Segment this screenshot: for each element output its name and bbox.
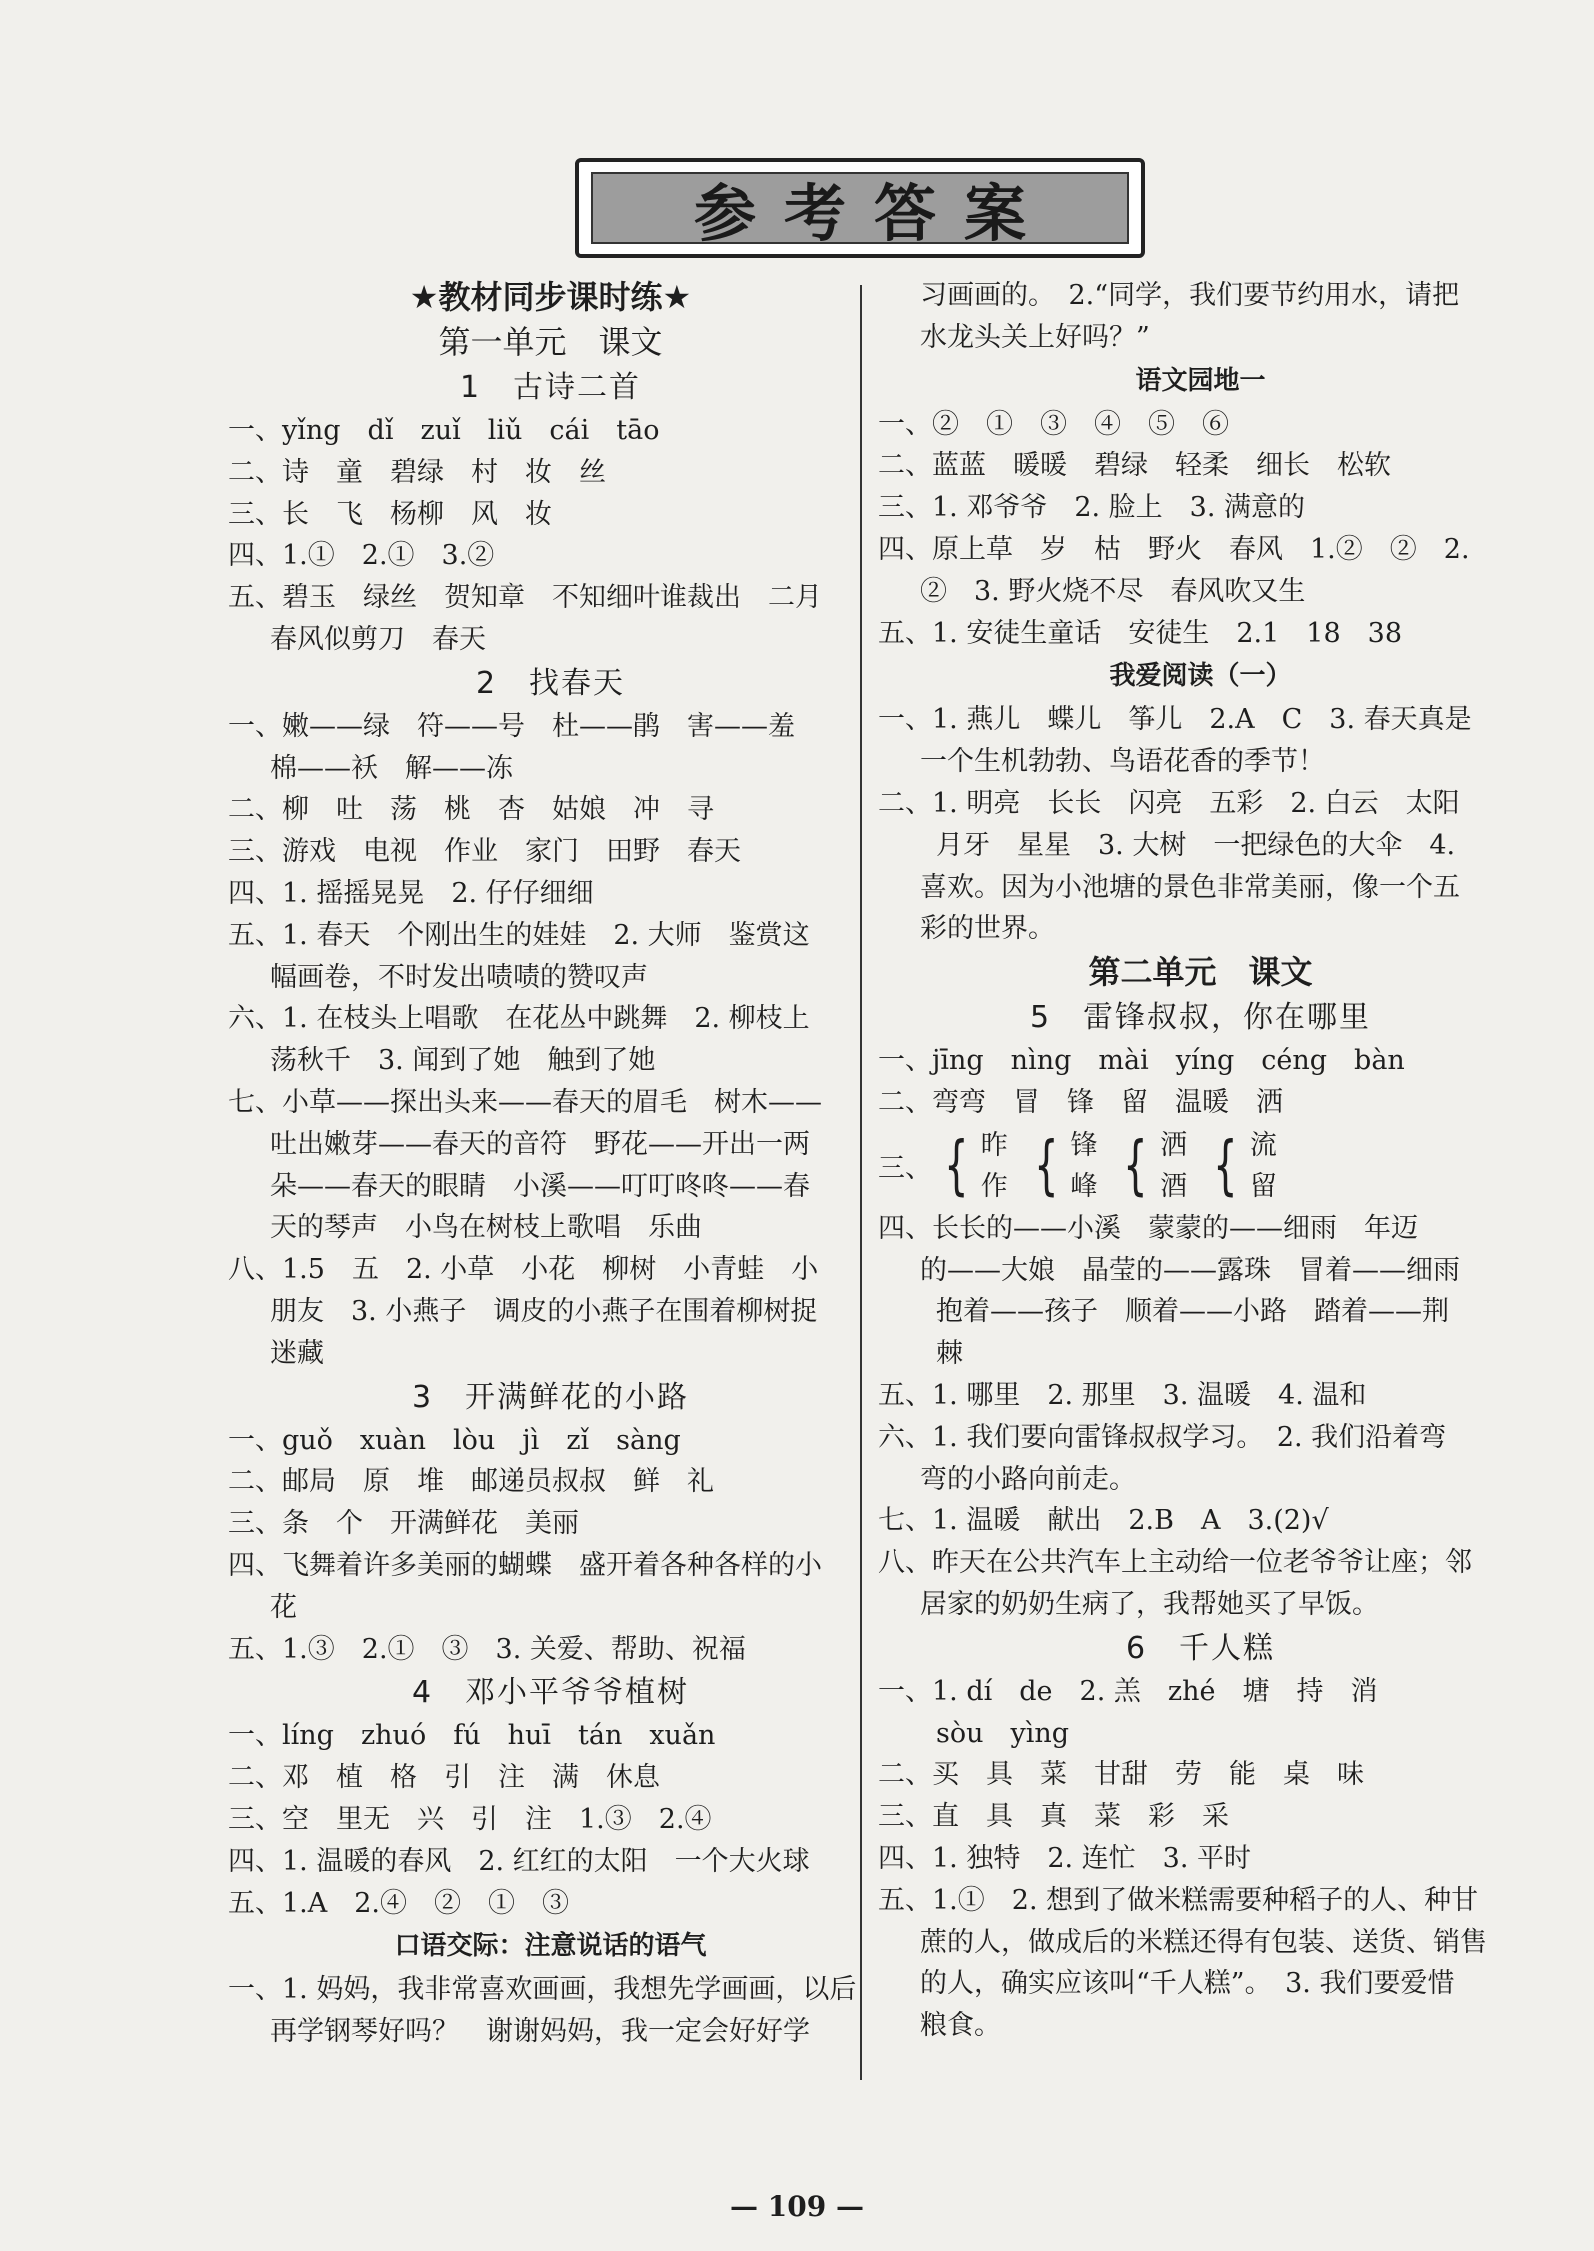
- answer-line: 三、1. 邓爷爷 2. 脸上 3. 满意的: [878, 492, 1306, 524]
- answer-line: 二、蓝蓝 暖暖 碧绿 轻柔 细长 松软: [878, 450, 1391, 482]
- banner-title: 参考答案: [693, 176, 1054, 250]
- answer-line: 四、飞舞着许多美丽的蝴蝶 盛开着各种各样的小: [228, 1549, 822, 1581]
- answer-line: 五、碧玉 绿丝 贺知章 不知细叶谁裁出 二月: [228, 582, 822, 614]
- char: 酒: [1160, 1170, 1188, 1202]
- answer-line: 五、1. 哪里 2. 那里 3. 温暖 4. 温和: [878, 1379, 1367, 1411]
- char-pair: [981, 1125, 1008, 1207]
- answer-line: 五、1.① 2. 想到了做米糕需要种稻子的人、种甘: [878, 1884, 1479, 1916]
- answer-line: 三、条 个 开满鲜花 美丽: [228, 1508, 579, 1540]
- brace-icon: {: [944, 1128, 969, 1203]
- char: 流: [1249, 1129, 1277, 1161]
- answer-line: 六、1. 在枝头上唱歌 在花丛中跳舞 2. 柳枝上: [228, 1003, 810, 1035]
- answer-line: 四、1. 摇摇晃晃 2. 仔仔细细: [228, 877, 594, 909]
- answer-line: 喜欢。因为小池塘的景色非常美丽，像一个五: [920, 871, 1460, 903]
- answer-line: 一、guǒ xuàn lòu jì zǐ sàng: [228, 1424, 681, 1456]
- answer-line: ② 3. 野火烧不尽 春风吹又生: [920, 575, 1306, 607]
- char: 峰: [1070, 1170, 1098, 1202]
- lesson-title: 4 邓小平爷爷植树: [411, 1675, 690, 1711]
- answer-line: 朵——春天的眼睛 小溪——叮叮咚咚——春: [270, 1170, 810, 1202]
- answer-line: 四、1.① 2.① 3.②: [228, 540, 495, 572]
- answer-line: 棉——袄 解——冻: [270, 752, 513, 784]
- answer-line: 抱着——孩子 顺着——小路 踏着——荆: [936, 1296, 1449, 1328]
- answer-line: 八、昨天在公共汽车上主动给一位老爷爷让座；邻: [878, 1547, 1472, 1579]
- answer-line: 二、1. 明亮 长长 闪亮 五彩 2. 白云 太阳: [878, 787, 1460, 819]
- answer-line: 弯的小路向前走。: [920, 1463, 1136, 1495]
- answer-line: 习画画的。 2.“同学，我们要节约用水，请把: [920, 280, 1460, 311]
- answer-line: sòu yìng: [936, 1717, 1070, 1749]
- answer-line: 三、游戏 电视 作业 家门 田野 春天: [228, 836, 741, 868]
- answer-line: 二、诗 童 碧绿 村 妆 丝: [228, 456, 606, 488]
- answer-line: 蔗的人，做成后的米糕还得有包装、送货、销售: [920, 1926, 1487, 1958]
- lesson-title: 3 开满鲜花的小路: [411, 1379, 690, 1415]
- answer-line: 的人，确实应该叫“千人糕”。 3. 我们要爱惜: [920, 1968, 1455, 2000]
- page-number: — 109 —: [730, 2190, 864, 2223]
- answer-line: 彩的世界。: [920, 913, 1055, 945]
- item-prefix: 三、: [878, 1153, 932, 1185]
- answer-line: 吐出嫩芽——春天的音符 野花——开出一两: [270, 1128, 810, 1160]
- answer-line: 一、líng zhuó fú huī tán xuǎn: [228, 1720, 716, 1752]
- brace-icon: {: [1213, 1128, 1238, 1203]
- char: 留: [1249, 1170, 1277, 1202]
- answer-key-banner: [575, 158, 1145, 258]
- section-heading: ★教材同步课时练★: [409, 278, 692, 316]
- char: 昨: [980, 1129, 1008, 1161]
- answer-line: 七、小草——探出头来——春天的眉毛 树木——: [228, 1086, 822, 1118]
- char-pair: [1250, 1125, 1277, 1207]
- char-pair: [1070, 1125, 1097, 1207]
- answer-line: 四、长长的——小溪 蒙蒙的——细雨 年迈: [878, 1212, 1418, 1244]
- answer-line: 水龙头关上好吗？”: [920, 321, 1150, 353]
- answer-line: 一、yǐng dǐ zuǐ liǔ cái tāo: [228, 415, 660, 446]
- answer-line: 迷藏: [270, 1337, 324, 1369]
- lesson-title: 5 雷锋叔叔，你在哪里: [1029, 1000, 1372, 1036]
- answer-line: 四、1. 独特 2. 连忙 3. 平时: [878, 1842, 1252, 1874]
- answer-line: 再学钢琴好吗？ 谢谢妈妈，我一定会好好学: [270, 2016, 810, 2048]
- answer-line: 二、邮局 原 堆 邮递员叔叔 鲜 礼: [228, 1466, 714, 1498]
- answer-line: 春风似剪刀 春天: [270, 623, 486, 655]
- banner-inner: [591, 172, 1129, 250]
- answer-line: 月牙 星星 3. 大树 一把绿色的大伞 4.: [936, 829, 1456, 861]
- answer-line: 棘: [936, 1338, 963, 1370]
- char: 作: [980, 1170, 1008, 1202]
- brace-icon: {: [1123, 1128, 1149, 1203]
- answer-line: 的——大娘 晶莹的——露珠 冒着——细雨: [920, 1254, 1460, 1286]
- answer-line: 五、1.③ 2.① ③ 3. 关爱、帮助、祝福: [228, 1633, 746, 1665]
- answer-line: 一、1. 妈妈，我非常喜欢画画，我想先学画画，以后: [228, 1974, 857, 2006]
- reading-heading: 我爱阅读（一）: [1109, 661, 1292, 692]
- left-column: [228, 275, 873, 2053]
- garden-heading: 语文园地一: [1135, 365, 1266, 396]
- answer-line: 一个生机勃勃、鸟语花香的季节！: [920, 746, 1325, 778]
- answer-line: 一、② ① ③ ④ ⑤ ⑥: [878, 408, 1229, 440]
- oral-communication-heading: 口语交际：注意说话的语气: [394, 1931, 707, 1962]
- answer-line: 一、嫩——绿 符——号 杜——鹃 害——羞: [228, 710, 795, 742]
- answer-line: 朋友 3. 小燕子 调皮的小燕子在围着柳树捉: [270, 1295, 818, 1327]
- answer-line: 居家的奶奶生病了，我帮她买了早饭。: [920, 1588, 1379, 1620]
- lesson-title: 2 找春天: [475, 665, 626, 701]
- answer-line: 五、1. 春天 个刚出生的娃娃 2. 大师 鉴赏这: [228, 919, 810, 951]
- lesson-title: 1 古诗二首: [459, 370, 642, 405]
- answer-line: 八、1.5 五 2. 小草 小花 柳树 小青蛙 小: [228, 1254, 819, 1286]
- answer-line: 三、长 飞 杨柳 风 妆: [228, 498, 552, 530]
- unit-heading: 第二单元 课文: [1088, 953, 1313, 992]
- answer-line: 七、1. 温暖 献出 2.B A 3.(2)√: [878, 1505, 1329, 1537]
- answer-line: 幅画卷，不时发出啧啧的赞叹声: [270, 961, 648, 993]
- word-group-braces: [878, 1124, 1523, 1208]
- answer-line: 粮食。: [920, 2010, 1001, 2042]
- answer-line: 四、1. 温暖的春风 2. 红红的太阳 一个大火球: [228, 1845, 810, 1877]
- answer-line: 二、弯弯 冒 锋 留 温暖 洒: [878, 1086, 1283, 1118]
- answer-line: 五、1. 安徒生童话 安徒生 2.1 18 38: [878, 617, 1402, 649]
- answer-line: 二、买 具 菜 甘甜 劳 能 桌 味: [878, 1759, 1364, 1791]
- answer-line: 三、直 具 真 菜 彩 采: [878, 1801, 1229, 1833]
- answer-line: 二、邓 植 格 引 注 满 休息: [228, 1762, 660, 1794]
- brace-icon: {: [1033, 1128, 1059, 1203]
- char: 洒: [1160, 1129, 1188, 1161]
- answer-line: 荡秋千 3. 闻到了她 触到了她: [270, 1045, 656, 1077]
- char: 锋: [1070, 1129, 1098, 1161]
- answer-line: 三、空 里无 兴 引 注 1.③ 2.④: [228, 1803, 712, 1835]
- answer-line: 天的琴声 小鸟在树枝上歌唱 乐曲: [270, 1212, 702, 1244]
- answer-line: 一、jīng nìng mài yíng céng bàn: [878, 1045, 1405, 1077]
- answer-line: 五、1.A 2.④ ② ① ③: [228, 1887, 570, 1919]
- answer-line: 四、原上草 岁 枯 野火 春风 1.② ② 2.: [878, 533, 1470, 565]
- answer-line: 二、柳 吐 荡 桃 杏 姑娘 冲 寻: [228, 794, 714, 826]
- right-column: [878, 275, 1523, 2047]
- answer-line: 六、1. 我们要向雷锋叔叔学习。 2. 我们沿着弯: [878, 1421, 1447, 1453]
- unit-heading: 第一单元 课文: [438, 323, 663, 361]
- char-pair: [1160, 1125, 1187, 1207]
- answer-line: 花: [270, 1591, 297, 1623]
- answer-line: 一、1. dí de 2. 羔 zhé 塘 持 消: [878, 1675, 1378, 1707]
- lesson-title: 6 千人糕: [1125, 1630, 1276, 1666]
- answer-line: 一、1. 燕儿 蝶儿 筝儿 2.A C 3. 春天真是: [878, 704, 1472, 736]
